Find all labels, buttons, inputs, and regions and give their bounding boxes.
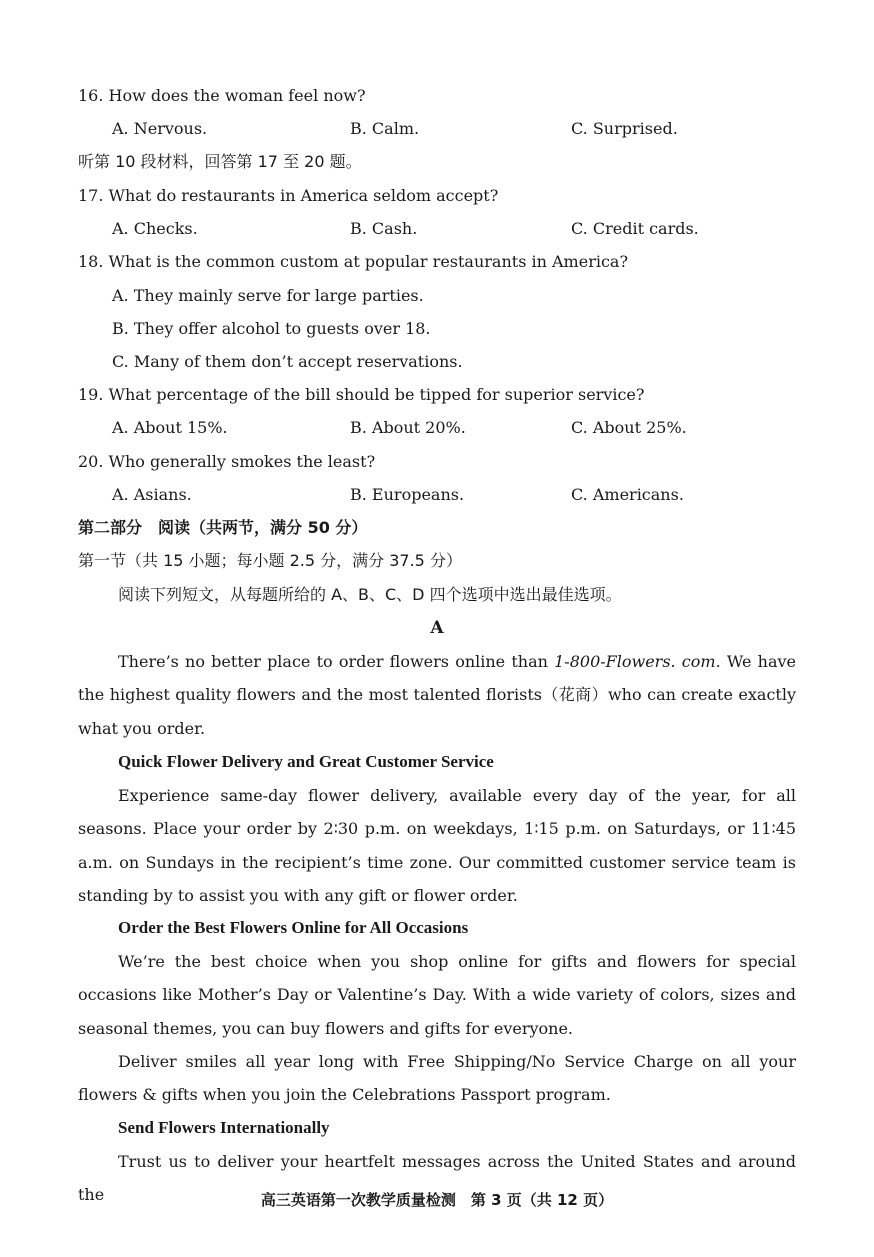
section1-title: 第一节（共 15 小题；每小题 2.5 分，满分 37.5 分） — [78, 551, 462, 570]
option-b: B. Calm. — [350, 119, 420, 138]
passage-paragraph-3: We’re the best choice when you shop online for gifts and flowers for special occasions like Mother’s Day or Valentine’s Day. With a wide variety of colors, sizes and seasonal themes, you can buy flowers and gifts for everyone. — [78, 952, 796, 1038]
question-16-options — [112, 119, 812, 139]
question-20-options — [112, 485, 812, 505]
paragraph-text: There’s no better place to order flowers online than — [118, 652, 555, 671]
section1-instruction: 阅读下列短文，从每题所给的 A、B、C、D 四个选项中选出最佳选项。 — [118, 585, 622, 604]
website-name: 1-800-Flowers. com — [554, 652, 716, 671]
passage-paragraph-2: Experience same-day flower delivery, available every day of the year, for all seasons. Place your order by 2∶30 p.m. on weekdays, 1∶15 p.m. on Saturdays, or 11∶45 a.m. on Sundays in the recipient’s time zone. Our committed customer service team is standing by to assist you with any gift or flower order. — [78, 786, 796, 905]
option-c: C. About 25%. — [571, 418, 687, 437]
part2-title: 第二部分 阅读（共两节，满分 50 分） — [78, 518, 368, 537]
option-b: B. Europeans. — [350, 485, 465, 504]
heading-send-international: Send Flowers Internationally — [118, 1118, 330, 1137]
heading-best-flowers: Order the Best Flowers Online for All Occasions — [118, 918, 469, 937]
option-a: A. About 15%. — [112, 418, 228, 437]
page-footer: 高三英语第一次教学质量检测 第 3 页（共 12 页） — [260, 1191, 614, 1209]
option-c: C. Americans. — [571, 485, 684, 504]
question-17: 17. What do restaurants in America seldom accept? — [78, 186, 499, 205]
passage-label: A — [430, 618, 444, 638]
passage-paragraph-1 — [78, 645, 796, 745]
option-a: A. Asians. — [112, 485, 192, 504]
option-c: C. Surprised. — [571, 119, 678, 138]
option-c: C. Many of them don’t accept reservations. — [112, 352, 463, 371]
question-20: 20. Who generally smokes the least? — [78, 452, 376, 471]
question-19: 19. What percentage of the bill should be tipped for superior service? — [78, 385, 645, 404]
instruction-material-10: 听第 10 段材料，回答第 17 至 20 题。 — [78, 152, 362, 171]
option-b: B. They offer alcohol to guests over 18. — [112, 319, 431, 338]
question-16: 16. How does the woman feel now? — [78, 86, 366, 105]
question-17-options — [112, 219, 812, 239]
option-a: A. Checks. — [112, 219, 198, 238]
passage-paragraph-5: Trust us to deliver your heartfelt messages across the United States and around the — [78, 1152, 796, 1205]
option-a: A. Nervous. — [112, 119, 208, 138]
option-b: B. Cash. — [350, 219, 418, 238]
option-a: A. They mainly serve for large parties. — [112, 286, 424, 305]
paragraph-text: . We have the highest quality flowers and the most talented florists（花商）who can create exactly what you order. — [78, 652, 797, 738]
question-18: 18. What is the common custom at popular restaurants in America? — [78, 252, 629, 271]
question-19-options — [112, 418, 812, 438]
option-b: B. About 20%. — [350, 418, 466, 437]
passage-paragraph-4: Deliver smiles all year long with Free Shipping/No Service Charge on all your flowers & gifts when you join the Celebrations Passport program. — [78, 1052, 796, 1105]
option-c: C. Credit cards. — [571, 219, 699, 238]
heading-quick-delivery: Quick Flower Delivery and Great Customer Service — [118, 752, 494, 771]
